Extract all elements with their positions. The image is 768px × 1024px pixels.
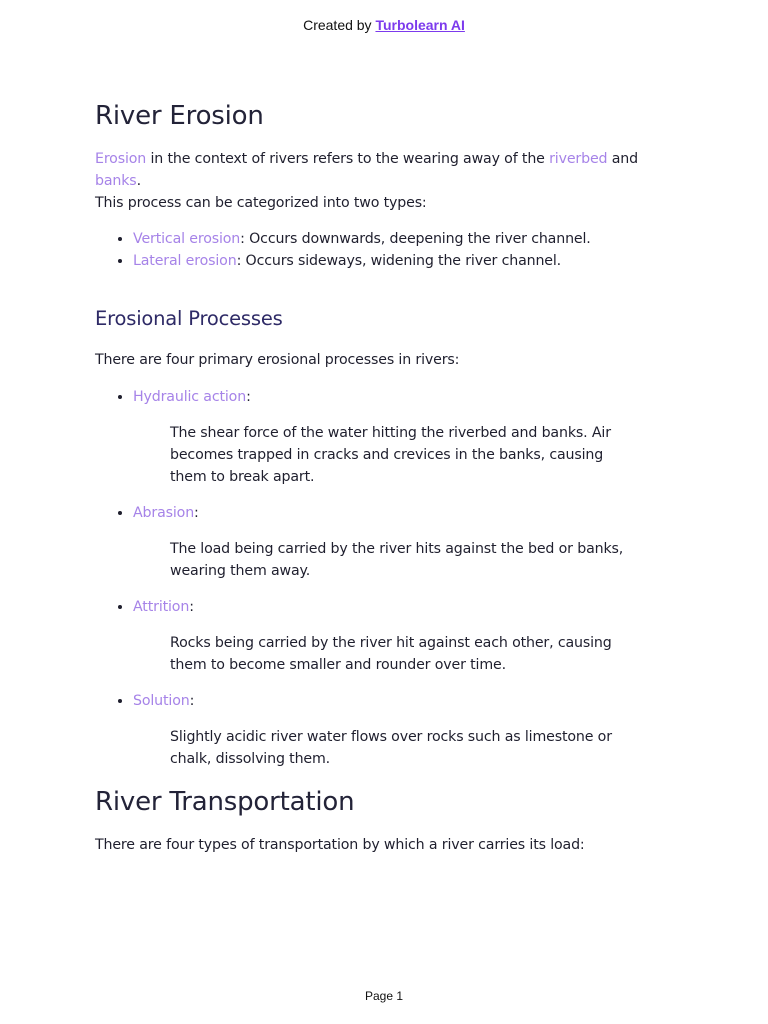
- document-body: [95, 96, 680, 856]
- term-abrasion: Abrasion: [133, 505, 195, 521]
- process-description: The load being carried by the river hits against the bed or banks, wearing them away.: [170, 541, 624, 579]
- list-item: • Attrition: Rocks being carried by the river hit against each other, causing them to become smaller and rounder over time.: [133, 596, 680, 676]
- processes-intro: There are four primary erosional processes in rivers:: [95, 352, 460, 368]
- list-item: • Abrasion: The load being carried by the river hits against the bed or banks, wearing them away.: [133, 502, 680, 582]
- term-riverbed: riverbed: [549, 151, 608, 167]
- term-hydraulic-action: Hydraulic action: [133, 389, 247, 405]
- term-lateral-erosion: Lateral erosion: [133, 253, 237, 269]
- term-vertical-erosion: Vertical erosion: [133, 231, 241, 247]
- page-header: [0, 17, 768, 33]
- section-title-river-transportation: River Transportation: [95, 787, 355, 817]
- section-title-river-erosion: River Erosion: [95, 101, 264, 131]
- list-item: • Solution: Slightly acidic river water flows over rocks such as limestone or chalk, dissolving them.: [133, 690, 680, 770]
- list-item: • Lateral erosion: Occurs sideways, widening the river channel.: [133, 250, 680, 272]
- process-description: Rocks being carried by the river hit against each other, causing them to become smaller and rounder over time.: [170, 635, 612, 673]
- list-item: • Hydraulic action: The shear force of the water hitting the riverbed and banks. Air becomes trapped in cracks and crevices in the banks, causing them to break apart.: [133, 386, 680, 488]
- term-attrition: Attrition: [133, 599, 190, 615]
- process-description: The shear force of the water hitting the riverbed and banks. Air becomes trapped in cracks and crevices in the banks, causing them to break apart.: [170, 425, 611, 485]
- transportation-intro: There are four types of transportation by which a river carries its load:: [95, 837, 585, 853]
- turbolearn-link[interactable]: Turbolearn AI: [375, 17, 465, 33]
- term-erosion: Erosion: [95, 151, 147, 167]
- erosion-types-list: [95, 228, 680, 272]
- processes-list: [95, 386, 680, 770]
- page-number: Page 1: [364, 989, 404, 1003]
- header-prefix: Created by: [303, 17, 372, 33]
- term-solution: Solution: [133, 693, 190, 709]
- process-description: Slightly acidic river water flows over rocks such as limestone or chalk, dissolving them.: [170, 729, 612, 767]
- section-title-erosional-processes: Erosional Processes: [95, 307, 283, 330]
- erosion-intro: Erosion in the context of rivers refers to the wearing away of the riverbed and banks. This process can be categorized into two types:: [95, 151, 639, 211]
- list-item: • Vertical erosion: Occurs downwards, deepening the river channel.: [133, 228, 680, 250]
- term-banks: banks: [95, 173, 137, 189]
